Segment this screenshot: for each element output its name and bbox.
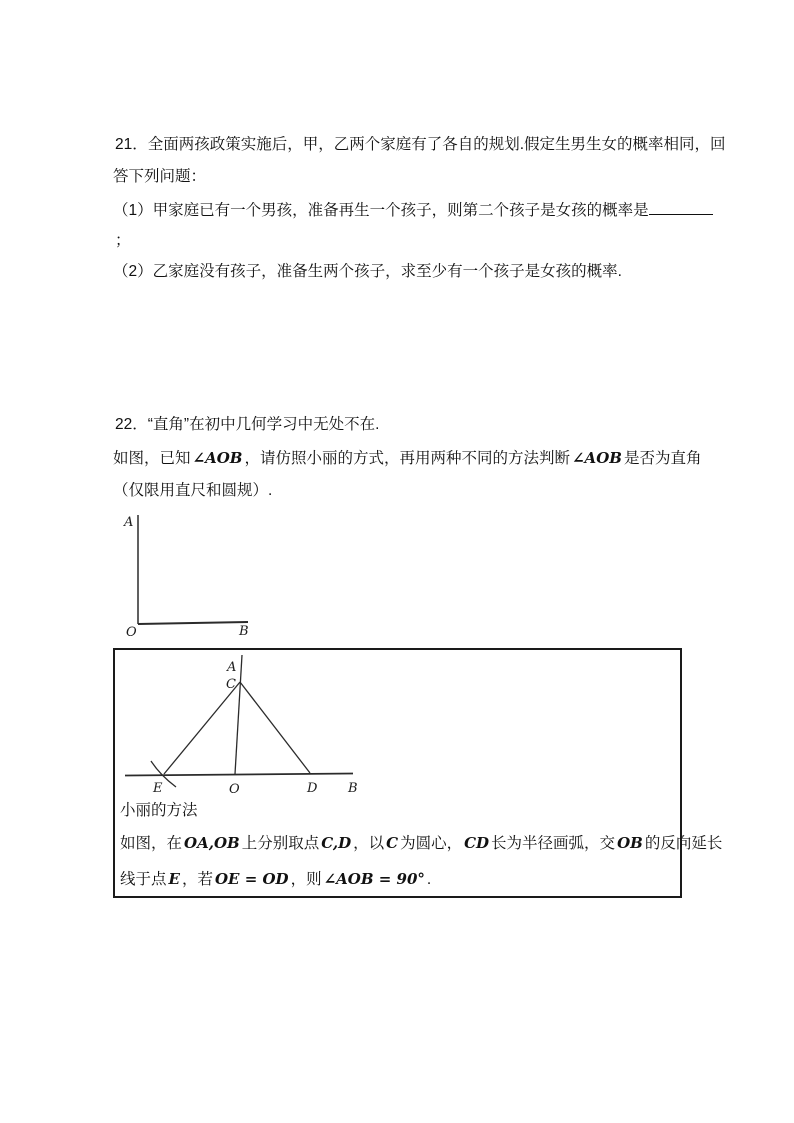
line-eob — [125, 774, 353, 776]
q22-text-seg: 是否为直角 — [623, 450, 702, 467]
q21-line-4: ； — [115, 232, 131, 249]
q21-line-3 — [113, 200, 713, 220]
label-e: E — [153, 781, 163, 796]
label-b: B — [348, 781, 358, 796]
angle-aob-symbol: ∠AOB — [192, 449, 243, 467]
q22-line-1: 22．“直角”在初中几何学习中无处不在. — [115, 416, 380, 433]
method-text-seg: 长为半径画弧，交 — [491, 835, 616, 852]
method-text-seg: ，若 — [181, 871, 213, 888]
math-oa-ob: OA,OB — [184, 834, 240, 852]
math-c: C — [386, 834, 399, 852]
q22-text-seg: ，请仿照小丽的方式，再用两种不同的方法判断 — [244, 450, 570, 467]
q21-line-2: 答下列问题： — [113, 168, 207, 185]
label-d: D — [307, 781, 318, 796]
method-text-seg: ，以 — [353, 835, 385, 852]
label-o: O — [229, 782, 240, 797]
method-text-seg: 为圆心， — [400, 835, 463, 852]
label-a: A — [124, 515, 134, 530]
answer-blank — [649, 200, 713, 215]
q21-part1-text: （1）甲家庭已有一个男孩，准备再生一个孩子，则第二个孩子是女孩的概率是 — [113, 202, 649, 219]
right-angle-figure — [118, 506, 258, 642]
method-caption: 小丽的方法 — [120, 802, 198, 819]
math-ob: OB — [617, 834, 643, 852]
q22-line-3: （仅限用直尺和圆规）. — [113, 482, 273, 499]
math-oe-od: OE = OD — [214, 870, 289, 888]
method-line-2 — [120, 870, 431, 889]
math-c-d: C,D — [321, 834, 352, 852]
math-cd: CD — [464, 834, 490, 852]
segment-ce — [164, 682, 240, 774]
method-text-seg: . — [426, 871, 432, 888]
q22-text-seg: 如图，已知 — [113, 450, 191, 467]
label-a: A — [227, 660, 237, 675]
ray-ob — [138, 622, 248, 624]
angle-aob-symbol: ∠AOB — [571, 449, 622, 467]
q21-line-1: 21．全面两孩政策实施后，甲，乙两个家庭有了各自的规划.假定生男生女的概率相同，回 — [115, 136, 726, 153]
method-text-seg: 上分别取点 — [241, 835, 320, 852]
method-text-seg: 线于点 — [120, 871, 167, 888]
segment-cd — [240, 682, 310, 773]
math-angle-90: ∠AOB = 90° — [323, 870, 425, 888]
label-c: C — [226, 677, 236, 692]
method-text-seg: 如图，在 — [120, 835, 183, 852]
construction-figure — [115, 650, 377, 798]
method-line-1 — [120, 834, 722, 853]
q22-line-2 — [113, 449, 701, 468]
math-e: E — [168, 870, 180, 888]
method-text-seg: ，则 — [290, 871, 322, 888]
label-o: O — [126, 625, 137, 640]
method-text-seg: 的反向延长 — [644, 835, 723, 852]
label-b: B — [239, 624, 249, 639]
q21-line-5: （2）乙家庭没有孩子，准备生两个孩子，求至少有一个孩子是女孩的概率. — [113, 263, 622, 280]
method-box — [113, 648, 723, 898]
